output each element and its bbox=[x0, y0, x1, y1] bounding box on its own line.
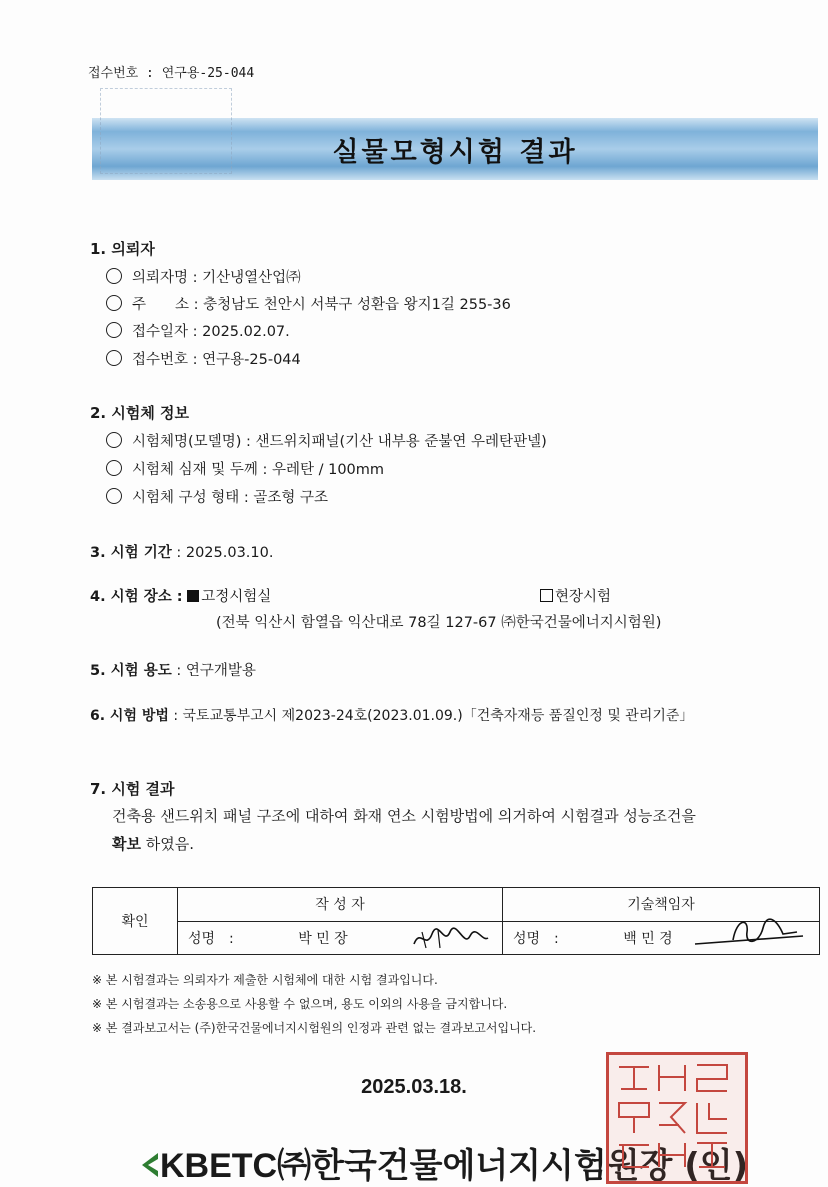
tech-signature bbox=[693, 914, 813, 950]
logo-text: KBETC bbox=[160, 1147, 278, 1185]
receipt-date: 접수일자 : 2025.02.07. bbox=[106, 320, 290, 341]
official-seal-stamp bbox=[606, 1052, 748, 1184]
title-banner bbox=[92, 118, 818, 180]
tech-name: 백 민 경 bbox=[623, 930, 673, 947]
circle-bullet-icon bbox=[106, 322, 122, 338]
specimen-structure: 시험체 구성 형태 : 골조형 구조 bbox=[106, 486, 328, 507]
section-specimen-title: 2. 시험체 정보 bbox=[90, 404, 190, 422]
receipt-number: 접수번호 : 연구용-25-044 bbox=[88, 66, 255, 81]
note-item: ※ 본 시험결과는 의뢰자가 제출한 시험체에 대한 시험 결과입니다. bbox=[92, 973, 438, 987]
author-cell bbox=[178, 921, 503, 955]
circle-bullet-icon bbox=[106, 460, 122, 476]
note-item: ※ 본 결과보고서는 (주)한국건물에너지시험원의 인정과 관련 없는 결과보고서입니다. bbox=[92, 1021, 537, 1035]
author-name: 박 민 장 bbox=[298, 930, 348, 947]
tech-cell bbox=[503, 921, 820, 955]
circle-bullet-icon bbox=[106, 268, 122, 284]
test-period: 3. 시험 기간 : 2025.03.10. bbox=[90, 545, 274, 561]
confirm-label: 확인 bbox=[93, 888, 178, 955]
confirmation-table bbox=[92, 887, 820, 955]
location-address: (전북 익산시 함열읍 익산대로 78길 127-67 ㈜한국건물에너지시험원) bbox=[216, 615, 662, 631]
circle-bullet-icon bbox=[106, 432, 122, 448]
notes bbox=[92, 968, 536, 1040]
circle-bullet-icon bbox=[106, 350, 122, 366]
issue-date: 2025.03.18. bbox=[361, 1076, 467, 1098]
checked-box-icon bbox=[187, 590, 199, 602]
test-method: 6. 시험 방법 : 국토교통부고시 제2023-24호(2023.01.09.)「건축자재등 품질인정 및 관리기준」 bbox=[90, 708, 694, 724]
test-location: 4. 시험 장소 : 고정시험실 bbox=[90, 589, 272, 605]
author-signature bbox=[410, 926, 490, 952]
result-text: 건축용 샌드위치 패널 구조에 대하여 화재 연소 시험방법에 의거하여 시험결과 성능조건을 확보 하였음. bbox=[112, 807, 696, 853]
specimen-name: 시험체명(모델명) : 샌드위치패널(기산 내부용 준불연 우레탄판넬) bbox=[106, 430, 547, 451]
note-item: ※ 본 시험결과는 소송용으로 사용할 수 없으며, 용도 이외의 사용을 금지합니다. bbox=[92, 997, 508, 1011]
name-label: 성명 : bbox=[513, 930, 559, 947]
tech-header: 기술책임자 bbox=[503, 888, 820, 922]
location-option-site: 현장시험 bbox=[540, 585, 611, 606]
page-title: 실물모형시험 결과 bbox=[332, 137, 578, 168]
requester-name: 의뢰자명 : 기산냉열산업㈜ bbox=[106, 266, 301, 287]
specimen-core: 시험체 심재 및 두께 : 우레탄 / 100mm bbox=[106, 458, 384, 479]
circle-bullet-icon bbox=[106, 295, 122, 311]
test-purpose: 5. 시험 용도 : 연구개발용 bbox=[90, 663, 256, 679]
requester-address: 주 소 : 충청남도 천안시 서북구 성환읍 왕지1길 255-36 bbox=[106, 293, 511, 314]
author-header: 작 성 자 bbox=[178, 888, 503, 922]
kbetc-logo-icon bbox=[140, 1151, 160, 1179]
receipt-no: 접수번호 : 연구용-25-044 bbox=[106, 348, 301, 369]
seal-pattern bbox=[609, 1055, 739, 1175]
unchecked-box-icon bbox=[540, 589, 553, 602]
org-name: ㈜한국건물에너지시험원장 (인) bbox=[277, 1146, 749, 1186]
circle-bullet-icon bbox=[106, 488, 122, 504]
section-result-title: 7. 시험 결과 bbox=[90, 780, 175, 798]
section-requester-title: 1. 의뢰자 bbox=[90, 240, 155, 258]
name-label: 성명 : bbox=[188, 930, 234, 947]
